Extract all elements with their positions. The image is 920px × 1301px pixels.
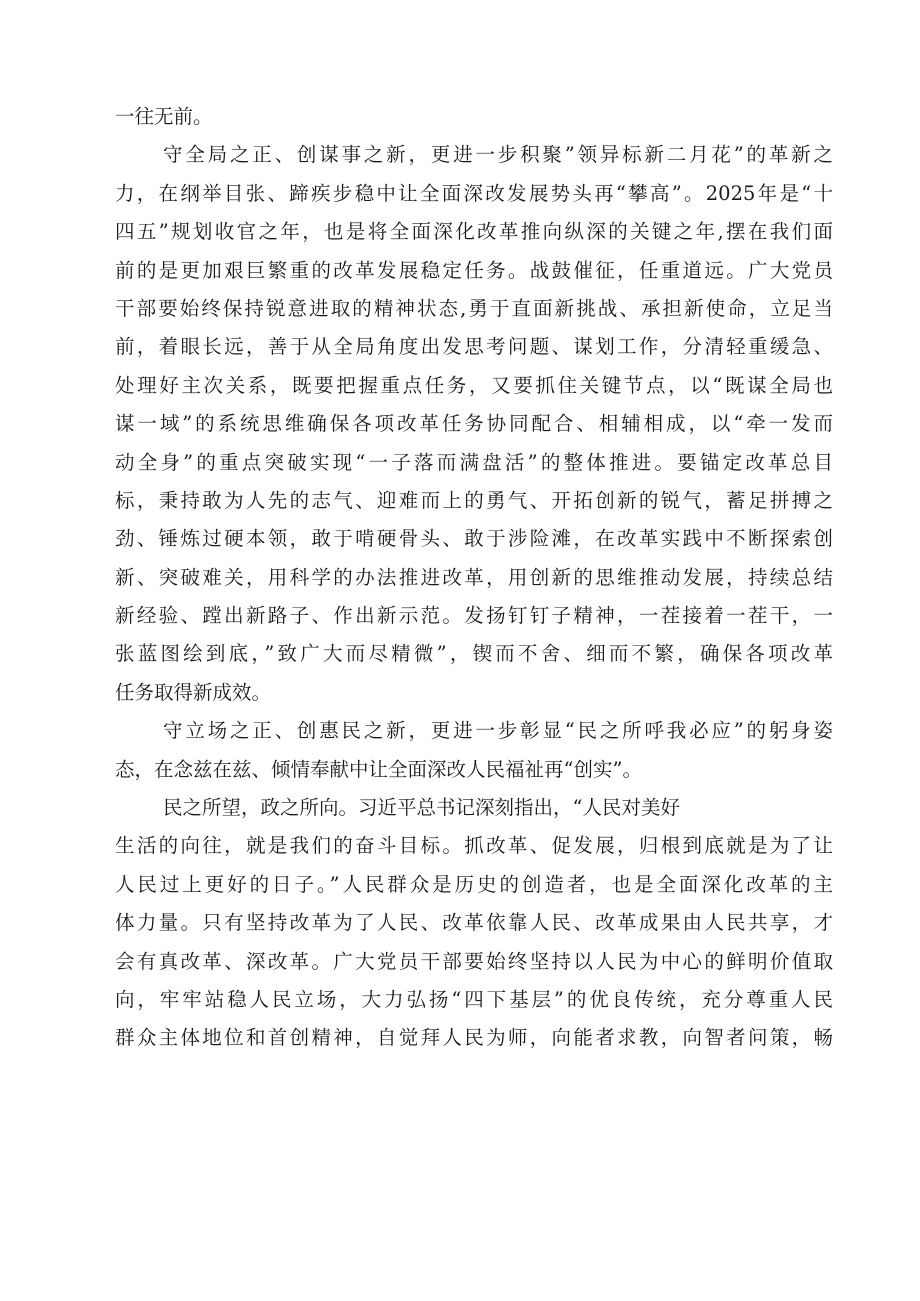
text-line: 处理好主次关系，既要把握重点任务，又要抓住关键节点，以“既谋全局也 [115, 373, 833, 397]
text-line: 张蓝图绘到底，”致广大而尽精微”，锲而不舍、细而不繁，确保各项改革 [115, 642, 833, 666]
text-line: 民之所望，政之所向。习近平总书记深刻指出，“人民对美好 [163, 796, 680, 820]
text-line: 生活的向往，就是我们的奋斗目标。抓改革、促发展，归根到底就是为了让 [115, 834, 833, 858]
paragraph-p1-tail [115, 98, 833, 136]
text-line: 四五”规划收官之年，也是将全面深化改革推向纵深的关键之年,摆在我们面 [115, 220, 833, 244]
text-line: 新经验、蹚出新路子、作出新示范。发扬钉钉子精神，一茬接着一茬干，一 [115, 604, 833, 628]
text-line: 群众主体地位和首创精神，自觉拜人民为师，向能者求教，向智者问策，畅 [115, 1026, 833, 1050]
text-line: 任务取得新成效。 [115, 680, 272, 704]
text-line: 力，在纲举目张、蹄疾步稳中让全面深改发展势头再“攀高”。2025年是“十 [115, 181, 833, 205]
paragraph-p3 [115, 712, 833, 789]
text-line: 劲、锤炼过硬本领，敢于啃硬骨头、敢于涉险滩，在改革实践中不断探索创 [115, 527, 833, 551]
document-body [115, 98, 833, 1058]
text-line: 干部要始终保持锐意进取的精神状态,勇于直面新挑战、承担新使命，立足当 [115, 296, 833, 320]
text-line: 人民过上更好的日子。”人民群众是历史的创造者，也是全面深化改革的主 [115, 872, 833, 896]
text-line: 动全身”的重点突破实现“一子落而满盘活”的整体推进。要锚定改革总目 [115, 450, 833, 474]
text-line: 会有真改革、深改革。广大党员干部要始终坚持以人民为中心的鲜明价值取 [115, 949, 833, 973]
paragraph-p2 [115, 136, 833, 712]
text-line: 向，牢牢站稳人民立场，大力弘扬“四下基层”的优良传统，充分尊重人民 [115, 987, 833, 1011]
text-line: 标，秉持敢为人先的志气、迎难而上的勇气、开拓创新的锐气，蓄足拼搏之 [115, 488, 833, 512]
paragraph-p4 [115, 789, 833, 1058]
text-line: 体力量。只有坚持改革为了人民、改革依靠人民、改革成果由人民共享，才 [115, 911, 833, 935]
text-line: 新、突破难关，用科学的办法推进改革，用创新的思维推动发展，持续总结 [115, 565, 833, 589]
text-line: 谋一域”的系统思维确保各项改革任务协同配合、相辅相成，以“牵一发而 [115, 412, 833, 436]
text-line: 一往无前。 [115, 105, 213, 128]
text-line: 守立场之正、创惠民之新，更进一步彰显“民之所呼我必应”的躬身姿 [163, 719, 833, 743]
text-line: 守全局之正、创谋事之新，更进一步积聚”领异标新二月花”的革新之 [163, 143, 833, 167]
text-line: 前的是更加艰巨繁重的改革发展稳定任务。战鼓催征，任重道远。广大党员 [115, 258, 833, 282]
text-line: 态，在念兹在兹、倾情奉献中让全面深改人民福祉再“创实”。 [115, 757, 642, 781]
text-line: 前，着眼长远，善于从全局角度出发思考问题、谋划工作，分清轻重缓急、 [115, 335, 833, 359]
